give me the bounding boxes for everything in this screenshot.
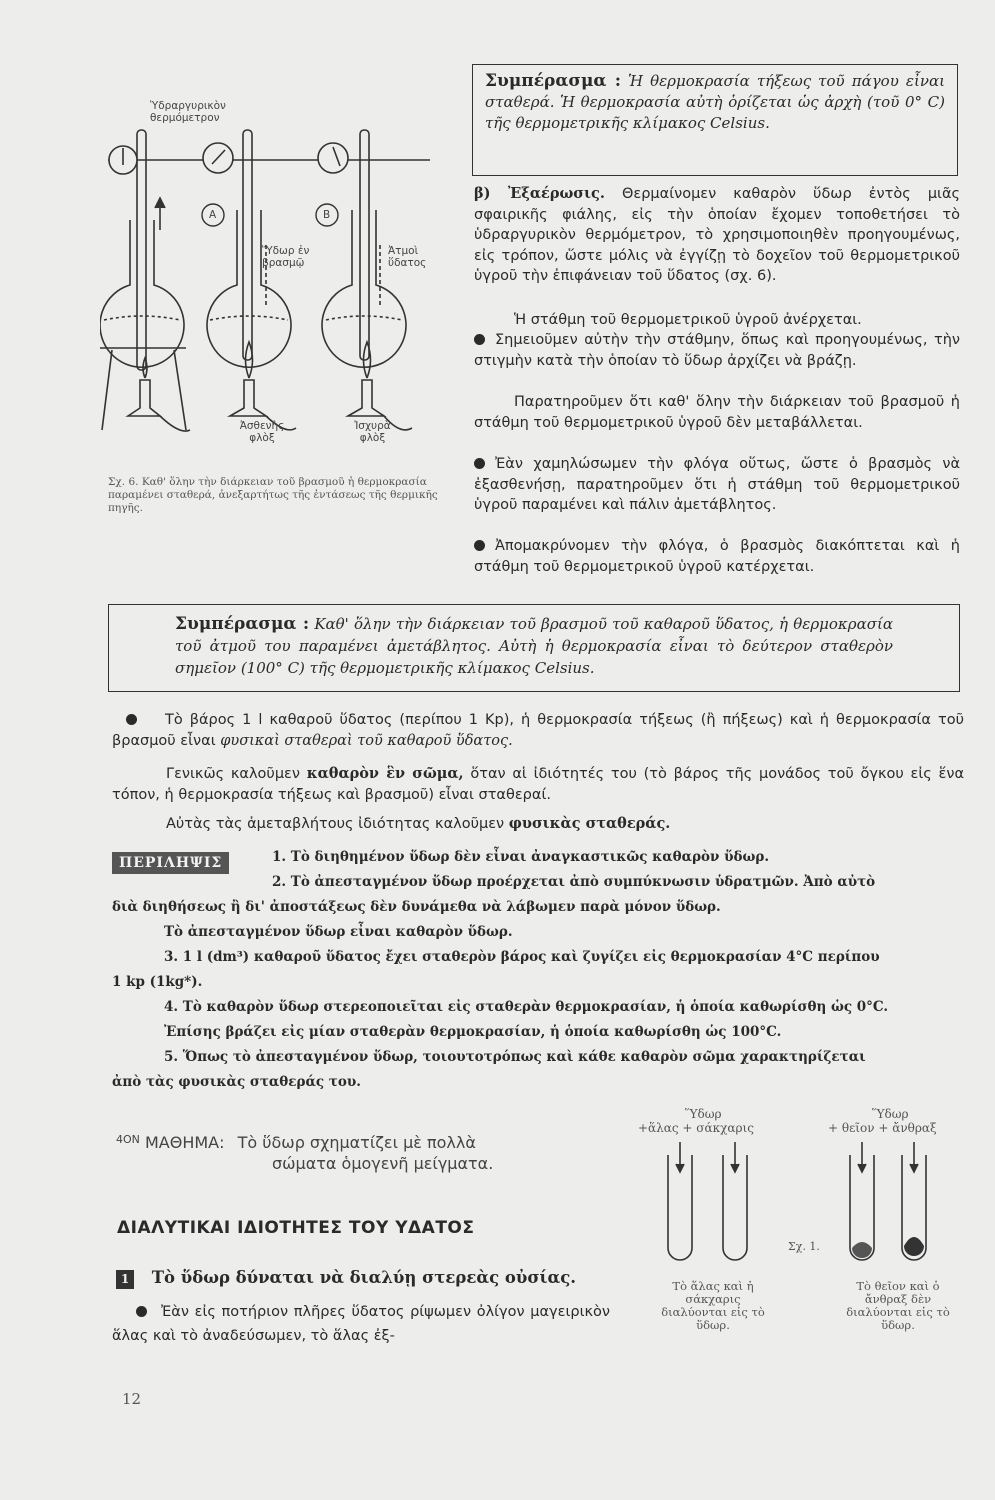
figure-6-label-A: A xyxy=(209,209,217,221)
lesson-paragraph xyxy=(112,1300,610,1348)
lesson-title-line-1: Τὸ ὕδωρ σχηματίζει μὲ πολλὰ xyxy=(237,1133,476,1152)
summary-badge: ΠΕΡΙΛΗΨΙΣ xyxy=(112,852,229,874)
bullet-icon xyxy=(126,714,137,725)
subsection-heading xyxy=(116,1268,576,1289)
lesson-paragraph-text: Ἐὰν εἰς ποτήριον πλῆρες ὕδατος ρίψωμεν ὀλίγον μαγειρικὸν ἅλας καὶ τὸ ἀναδεύσωμεν, τὸ ἅλας ἐξ- xyxy=(112,1304,610,1344)
summary-line-5: 5. Ὅπως τὸ ἀπεσταγμένον ὕδωρ, τοιουτοτρόπως καὶ κάθε καθαρὸν σῶμα χαρακτηρίζεται xyxy=(164,1049,866,1065)
constants-p3 xyxy=(112,814,964,835)
conclusion-1-title: Συμπέρασμα : xyxy=(485,71,621,91)
figure-6-label-B: B xyxy=(323,209,331,221)
lesson-number: 4ΟΝ xyxy=(116,1133,140,1146)
constants-p1-text: Τὸ βάρος 1 l καθαροῦ ὕδατος (περίπου 1 Kp), ἡ θερμοκρασία τήξεως (ἢ πήξεως) καὶ ἡ θερμοκρασία τοῦ βρασμοῦ εἶναι xyxy=(112,712,964,749)
constants-p3-text: Αὐτὰς τὰς ἀμεταβλήτους ἰδιότητας καλοῦμεν xyxy=(166,816,505,832)
figure-1-right-top: Ὕδωρ xyxy=(872,1107,909,1121)
constants-p2-bold: καθαρὸν ἓν σῶμα, xyxy=(306,765,464,782)
figure-1-left-caption: Τὸ ἅλας καὶ ἡ σάκχαρις διαλύονται εἰς τὸ ὕδωρ. xyxy=(661,1279,765,1332)
page-number: 12 xyxy=(122,1390,142,1408)
lesson-title-line-2: σώματα ὁμογενῆ μείγματα. xyxy=(272,1154,494,1173)
summary-line-2: 2. Τὸ ἀπεσταγμένον ὕδωρ προέρχεται ἀπὸ συμπύκνωσιν ὑδρατμῶν. Ἀπὸ αὐτὸ xyxy=(272,874,876,890)
figure-1-right-sub: + θεῖον + ἄνθραξ xyxy=(828,1121,937,1135)
bullet-icon xyxy=(136,1306,147,1317)
figure-6-boiling-water-label: Ὕδωρ ἐν βρασμῷ xyxy=(262,245,310,269)
evaporation-intro-text: Θερμαίνομεν καθαρὸν ὕδωρ ἐντὸς μιᾶς σφαιρικῆς φιάλης, εἰς τὴν ὁποίαν ἔχομεν τοποθετήσει τὸ ὑδραργυρικὸν θερμόμετρον, τὸ χρησιμοποιηθὲν προηγουμένως, εἰς τρόπον, ὥστε μόλις νὰ ἐγγίζῃ τὸ δοχεῖον τοῦ θερμομετρικοῦ ὑγροῦ τὴν ἐπιφάνειαν τοῦ ὕδατος (σχ. 6). xyxy=(474,186,961,284)
figure-6-thermometer-label: Ὑδραργυρικὸν θερμόμετρον xyxy=(150,100,226,124)
evaporation-heading: β) Ἐξαέρωσις. xyxy=(474,185,605,202)
figure-6-vapor-label: Ἀτμοὶ ὕδατος xyxy=(388,245,427,269)
bullet-icon xyxy=(474,334,485,345)
evaporation-p3 xyxy=(474,330,960,371)
conclusion-box-1 xyxy=(472,64,958,176)
figure-6-caption: Σχ. 6. Καθ' ὅλην τὴν διάρκειαν τοῦ βρασμοῦ ἡ θερμοκρασία παραμένει σταθερά, ἀνεξαρτήτως τῆς ἐντάσεως τῆς θερμικῆς πηγῆς. xyxy=(108,476,438,514)
summary-line-2c: Τὸ ἀπεσταγμένον ὕδωρ εἶναι καθαρὸν ὕδωρ. xyxy=(164,924,513,940)
figure-1-left-sub: +ἅλας + σάκχαρις xyxy=(638,1121,754,1135)
evaporation-p3-text: Σημειοῦμεν αὐτὴν τὴν στάθμην, ὅπως καὶ προηγουμένως, τὴν στιγμὴν κατὰ τὴν ὁποίαν τὸ ὕδωρ ἀρχίζει νὰ βράζῃ. xyxy=(474,332,960,369)
bullet-icon xyxy=(474,540,485,551)
summary-line-2b: διὰ διηθήσεως ἢ δι' ἀποστάξεως δὲν δυνάμεθα νὰ λάβωμεν παρὰ μόνον ὕδωρ. xyxy=(112,899,721,915)
constants-p2-text-a: Γενικῶς καλοῦμεν xyxy=(166,766,300,782)
constants-p2 xyxy=(112,764,964,805)
subsection-number: 1 xyxy=(116,1270,134,1289)
figure-6-weak-flame-label: Ἀσθενὴς φλὸξ xyxy=(239,420,285,444)
constants-p3-bold: φυσικὰς σταθεράς. xyxy=(508,815,671,832)
figure-1-left-top: Ὕδωρ xyxy=(685,1107,722,1121)
lesson-label: ΜΑΘΗΜΑ: xyxy=(144,1133,225,1152)
figure-6-drawing xyxy=(100,90,440,460)
evaporation-intro xyxy=(474,184,960,287)
evaporation-p5-text: Ἐὰν χαμηλώσωμεν τὴν φλόγα οὕτως, ὥστε ὁ βρασμὸς νὰ ἐξασθενήσῃ, παρατηροῦμεν ὅτι ἡ στάθμη τοῦ θερμομετρικοῦ ὑγροῦ παραμένει καὶ πάλιν ἀμετάβλητος. xyxy=(474,456,960,513)
figure-1-label: Σχ. 1. xyxy=(788,1240,820,1253)
conclusion-1-text: Ἡ θερμοκρασία τήξεως τοῦ πάγου εἶναι σταθερά. Ἡ θερμοκρασία αὐτὴ ὁρίζεται ὡς ἀρχὴ (τοῦ 0° C) τῆς θερμομετρικῆς κλίμακος Celsius. xyxy=(485,72,945,132)
conclusion-box-2 xyxy=(108,604,960,692)
lesson-title xyxy=(116,1128,636,1155)
summary-line-4b: Ἐπίσης βράζει εἰς μίαν σταθερὰν θερμοκρασίαν, ἡ ὁποία καθωρίσθη ὡς 100°C. xyxy=(164,1024,782,1040)
constants-p1 xyxy=(112,710,964,751)
summary-line-5b: ἀπὸ τὰς φυσικὰς σταθεράς του. xyxy=(112,1074,361,1090)
constants-p2-text-c: ὅταν αἱ ἰδιότητές του (τὸ βάρος τῆς μονάδος τοῦ ὄγκου εἰς ἕνα τόπον, ἡ θερμοκρασία τήξεως καὶ βρασμοῦ) εἶναι σταθεραί. xyxy=(112,766,965,803)
summary-line-4: 4. Τὸ καθαρὸν ὕδωρ στερεοποιεῖται εἰς σταθερὰν θερμοκρασίαν, ἡ ὁποία καθωρίσθη ὡς 0°C. xyxy=(164,999,889,1015)
evaporation-p4: Παρατηροῦμεν ὅτι καθ' ὅλην τὴν διάρκειαν τοῦ βρασμοῦ ἡ στάθμη τοῦ θερμομετρικοῦ ὑγροῦ δὲν μεταβάλλεται. xyxy=(474,394,960,431)
evaporation-p5 xyxy=(474,454,960,516)
summary-line-1: 1. Τὸ διηθημένον ὕδωρ δὲν εἶναι ἀναγκαστικῶς καθαρὸν ὕδωρ. xyxy=(272,849,770,865)
bullet-icon xyxy=(474,458,485,469)
conclusion-2-text: Καθ' ὅλην τὴν διάρκειαν τοῦ βρασμοῦ τοῦ καθαροῦ ὕδατος, ἡ θερμοκρασία τοῦ ἀτμοῦ του παραμένει ἀμετάβλητος. Αὐτὴ ἡ θερμοκρασία εἶναι τὸ δεύτερον σταθερὸν σημεῖον (100° C) τῆς θερμομετρικῆς κλίμακος Celsius. xyxy=(175,615,893,677)
constants-p1-emphasis: φυσικαὶ σταθεραὶ τοῦ καθαροῦ ὕδατος. xyxy=(220,732,513,749)
summary-line-3: 3. 1 l (dm³) καθαροῦ ὕδατος ἔχει σταθερὸν βάρος καὶ ζυγίζει εἰς θερμοκρασίαν 4°C περίπου xyxy=(164,949,880,965)
figure-1-right-caption: Τὸ θεῖον καὶ ὁ ἄνθραξ δὲν διαλύονται εἰς τὸ ὕδωρ. xyxy=(846,1279,950,1332)
evaporation-p6 xyxy=(474,536,960,577)
evaporation-p2: Ἡ στάθμη τοῦ θερμομετρικοῦ ὑγροῦ ἀνέρχεται. xyxy=(514,312,862,328)
conclusion-2-title: Συμπέρασμα : xyxy=(175,614,310,634)
section-heading: ΔΙΑΛΥΤΙΚΑΙ ΙΔΙΟΤΗΤΕΣ ΤΟΥ ΥΔΑΤΟΣ xyxy=(117,1218,475,1238)
subsection-title: Τὸ ὕδωρ δύναται νὰ διαλύῃ στερεὰς οὐσίας. xyxy=(151,1268,577,1287)
summary-line-3b: 1 kp (1kg*). xyxy=(112,974,203,990)
figure-6-strong-flame-label: Ἰσχυρὰ φλὸξ xyxy=(354,420,391,444)
evaporation-p6-text: Ἀπομακρύνομεν τὴν φλόγα, ὁ βρασμὸς διακόπτεται καὶ ἡ στάθμη τοῦ θερμομετρικοῦ ὑγροῦ κατέρχεται. xyxy=(474,538,960,575)
